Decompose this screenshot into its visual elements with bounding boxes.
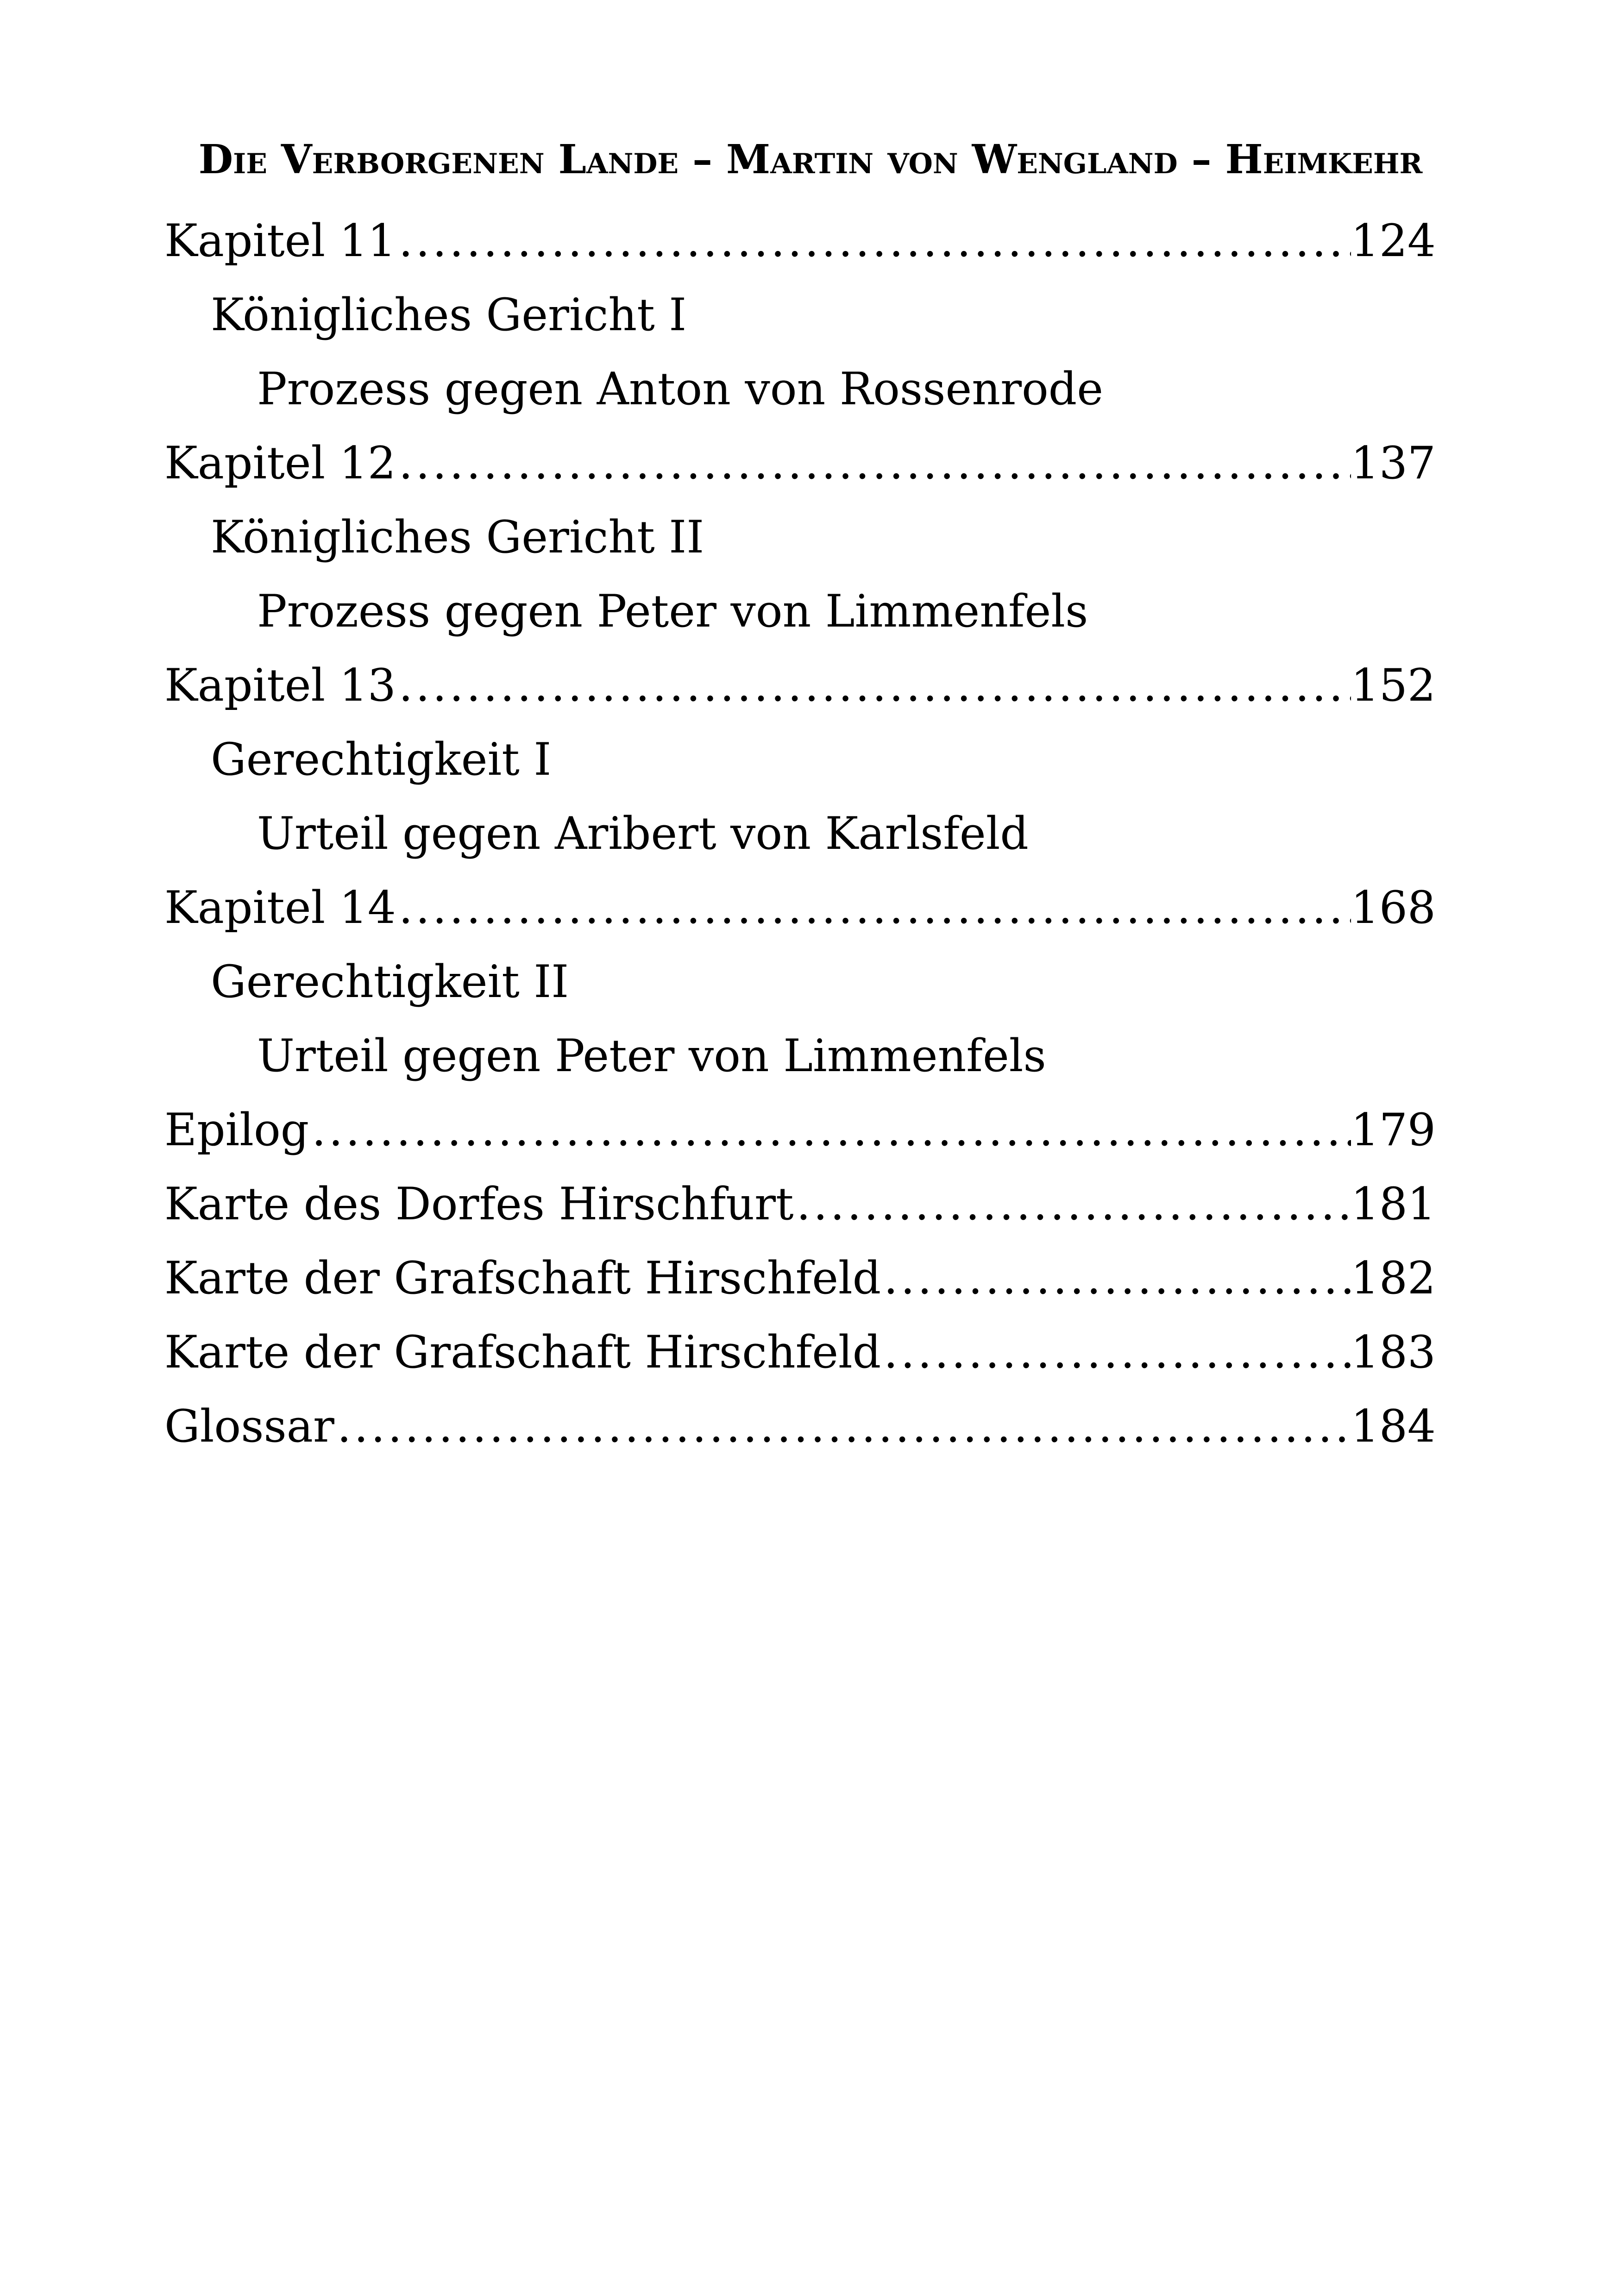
running-header: Die Verborgenen Lande – Martin von Wengland – Heimkehr <box>198 136 1423 183</box>
toc-entry-page: 181 <box>1351 1178 1436 1230</box>
toc-entry-page: 183 <box>1351 1326 1436 1378</box>
toc-subentry-title: Königliches Gericht I <box>211 289 687 341</box>
toc-subentry-title: Königliches Gericht II <box>211 511 704 563</box>
toc-entry-karte-grafschaft-1 <box>164 1241 1436 1315</box>
toc-entry-title: Karte der Grafschaft Hirschfeld <box>164 1252 881 1304</box>
toc-subentry <box>164 945 1436 1019</box>
toc-entry-epilog <box>164 1093 1436 1167</box>
dot-leader <box>794 1167 1351 1241</box>
toc-subsubentry-title: Urteil gegen Peter von Limmenfels <box>257 1030 1046 1082</box>
toc-entry-page: 152 <box>1351 659 1436 711</box>
toc-entry-title: Kapitel 13 <box>164 659 396 711</box>
toc-entry-title: Glossar <box>164 1400 334 1452</box>
toc-subsubentry-title: Urteil gegen Aribert von Karlsfeld <box>257 808 1029 859</box>
dot-leader <box>309 1093 1351 1167</box>
toc-subentry-title: Gerechtigkeit II <box>211 956 569 1008</box>
toc-subentry <box>164 278 1436 352</box>
toc-entry-page: 168 <box>1351 882 1436 934</box>
toc-subsubentry-title: Prozess gegen Anton von Rossenrode <box>257 363 1104 415</box>
toc-entry-title: Karte des Dorfes Hirschfurt <box>164 1178 794 1230</box>
toc-subsubentry-title: Prozess gegen Peter von Limmenfels <box>257 585 1088 637</box>
toc-entry-kapitel-11 <box>164 204 1436 278</box>
toc-entry-kapitel-13 <box>164 648 1436 722</box>
toc-entry-karte-dorf <box>164 1167 1436 1241</box>
toc-subsubentry <box>164 352 1436 426</box>
toc-subentry-title: Gerechtigkeit I <box>211 734 552 785</box>
dot-leader <box>881 1241 1351 1315</box>
toc-entry-page: 182 <box>1351 1252 1436 1304</box>
toc-entry-page: 124 <box>1351 215 1436 267</box>
dot-leader <box>396 871 1351 945</box>
table-of-contents <box>164 204 1436 1463</box>
dot-leader <box>396 204 1351 278</box>
toc-entry-title: Kapitel 12 <box>164 437 396 489</box>
toc-subentry <box>164 500 1436 574</box>
toc-entry-page: 184 <box>1351 1400 1436 1452</box>
toc-entry-kapitel-12 <box>164 426 1436 500</box>
dot-leader <box>334 1389 1351 1463</box>
toc-entry-karte-grafschaft-2 <box>164 1315 1436 1389</box>
toc-entry-title: Epilog <box>164 1104 309 1156</box>
toc-subentry <box>164 722 1436 797</box>
toc-entry-kapitel-14 <box>164 871 1436 945</box>
dot-leader <box>881 1315 1351 1389</box>
toc-entry-page: 137 <box>1351 437 1436 489</box>
dot-leader <box>396 426 1351 500</box>
toc-entry-glossar <box>164 1389 1436 1463</box>
toc-entry-page: 179 <box>1351 1104 1436 1156</box>
toc-entry-title: Kapitel 11 <box>164 215 396 267</box>
toc-entry-title: Karte der Grafschaft Hirschfeld <box>164 1326 881 1378</box>
toc-subsubentry <box>164 574 1436 648</box>
toc-subsubentry <box>164 797 1436 871</box>
toc-entry-title: Kapitel 14 <box>164 882 396 934</box>
toc-subsubentry <box>164 1019 1436 1093</box>
dot-leader <box>396 648 1351 722</box>
